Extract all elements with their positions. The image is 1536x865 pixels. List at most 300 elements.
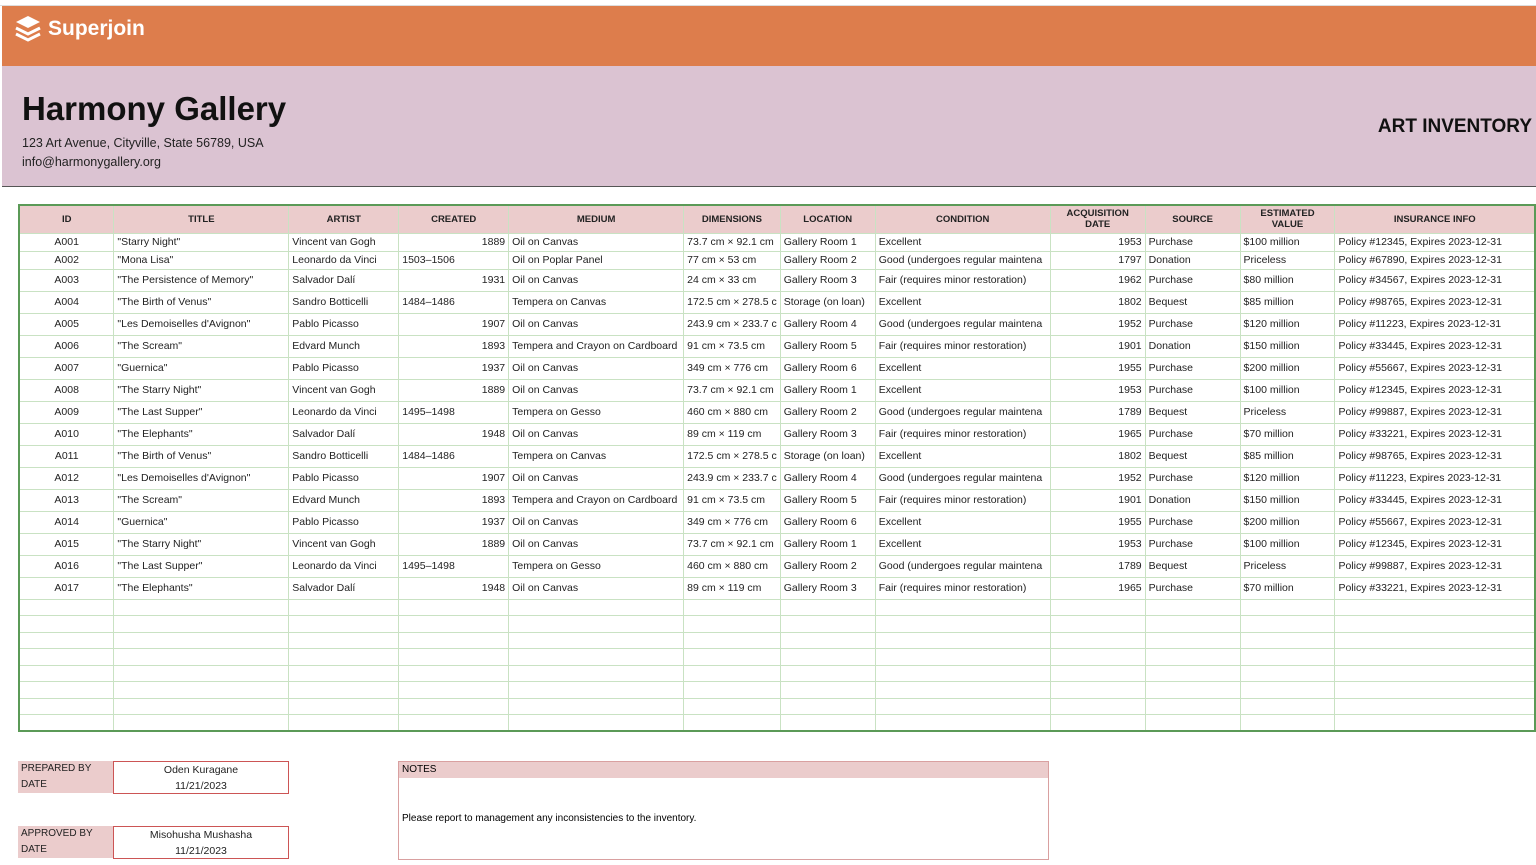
cell-condition[interactable]: Good (undergoes regular maintena: [875, 555, 1050, 577]
empty-cell[interactable]: [19, 715, 114, 732]
empty-cell[interactable]: [399, 682, 509, 699]
cell-acquisition-date[interactable]: 1789: [1050, 401, 1145, 423]
empty-cell[interactable]: [289, 616, 399, 633]
cell-artist[interactable]: Leonardo da Vinci: [289, 401, 399, 423]
cell-condition[interactable]: Excellent: [875, 445, 1050, 467]
cell-title[interactable]: "The Persistence of Memory": [114, 269, 289, 291]
cell-dimensions[interactable]: 349 cm × 776 cm: [684, 511, 781, 533]
cell-artist[interactable]: Pablo Picasso: [289, 357, 399, 379]
cell-location[interactable]: Gallery Room 4: [780, 313, 875, 335]
cell-source[interactable]: Donation: [1145, 489, 1240, 511]
cell-artist[interactable]: Edvard Munch: [289, 335, 399, 357]
cell-source[interactable]: Purchase: [1145, 511, 1240, 533]
cell-title[interactable]: "The Last Supper": [114, 401, 289, 423]
cell-source[interactable]: Bequest: [1145, 291, 1240, 313]
empty-cell[interactable]: [509, 649, 684, 666]
cell-medium[interactable]: Tempera on Gesso: [509, 401, 684, 423]
cell-estimated-value[interactable]: $200 million: [1240, 511, 1335, 533]
cell-dimensions[interactable]: 77 cm × 53 cm: [684, 251, 781, 269]
cell-acquisition-date[interactable]: 1953: [1050, 379, 1145, 401]
cell-location[interactable]: Gallery Room 2: [780, 251, 875, 269]
cell-title[interactable]: "Guernica": [114, 357, 289, 379]
cell-location[interactable]: Gallery Room 5: [780, 489, 875, 511]
cell-created[interactable]: 1495–1498: [399, 555, 509, 577]
empty-cell[interactable]: [1145, 682, 1240, 699]
empty-cell[interactable]: [1050, 649, 1145, 666]
cell-acquisition-date[interactable]: 1965: [1050, 423, 1145, 445]
cell-medium[interactable]: Oil on Poplar Panel: [509, 251, 684, 269]
empty-cell[interactable]: [289, 632, 399, 649]
empty-cell[interactable]: [684, 616, 781, 633]
cell-source[interactable]: Bequest: [1145, 401, 1240, 423]
empty-cell[interactable]: [399, 649, 509, 666]
cell-condition[interactable]: Fair (requires minor restoration): [875, 335, 1050, 357]
cell-dimensions[interactable]: 243.9 cm × 233.7 c: [684, 467, 781, 489]
cell-condition[interactable]: Excellent: [875, 511, 1050, 533]
empty-cell[interactable]: [399, 599, 509, 616]
cell-condition[interactable]: Fair (requires minor restoration): [875, 269, 1050, 291]
empty-cell[interactable]: [19, 599, 114, 616]
cell-insurance-info[interactable]: Policy #98765, Expires 2023-12-31: [1335, 445, 1535, 467]
empty-cell[interactable]: [684, 665, 781, 682]
empty-cell[interactable]: [509, 698, 684, 715]
cell-title[interactable]: "The Elephants": [114, 423, 289, 445]
cell-location[interactable]: Gallery Room 6: [780, 511, 875, 533]
cell-acquisition-date[interactable]: 1797: [1050, 251, 1145, 269]
cell-id[interactable]: A016: [19, 555, 114, 577]
cell-acquisition-date[interactable]: 1953: [1050, 233, 1145, 251]
cell-acquisition-date[interactable]: 1952: [1050, 467, 1145, 489]
column-header[interactable]: DIMENSIONS: [684, 205, 781, 233]
cell-title[interactable]: "Les Demoiselles d'Avignon": [114, 467, 289, 489]
cell-acquisition-date[interactable]: 1802: [1050, 445, 1145, 467]
cell-estimated-value[interactable]: Priceless: [1240, 555, 1335, 577]
empty-cell[interactable]: [19, 632, 114, 649]
cell-artist[interactable]: Vincent van Gogh: [289, 379, 399, 401]
cell-dimensions[interactable]: 460 cm × 880 cm: [684, 555, 781, 577]
cell-insurance-info[interactable]: Policy #98765, Expires 2023-12-31: [1335, 291, 1535, 313]
cell-title[interactable]: "The Starry Night": [114, 379, 289, 401]
cell-medium[interactable]: Oil on Canvas: [509, 313, 684, 335]
empty-cell[interactable]: [1335, 665, 1535, 682]
cell-source[interactable]: Bequest: [1145, 445, 1240, 467]
empty-cell[interactable]: [114, 599, 289, 616]
empty-cell[interactable]: [780, 616, 875, 633]
cell-insurance-info[interactable]: Policy #33221, Expires 2023-12-31: [1335, 423, 1535, 445]
cell-created[interactable]: 1889: [399, 233, 509, 251]
column-header[interactable]: CREATED: [399, 205, 509, 233]
cell-acquisition-date[interactable]: 1952: [1050, 313, 1145, 335]
cell-title[interactable]: "The Scream": [114, 489, 289, 511]
cell-condition[interactable]: Excellent: [875, 291, 1050, 313]
empty-cell[interactable]: [1050, 715, 1145, 732]
cell-created[interactable]: 1503–1506: [399, 251, 509, 269]
cell-dimensions[interactable]: 91 cm × 73.5 cm: [684, 335, 781, 357]
cell-created[interactable]: 1889: [399, 379, 509, 401]
cell-location[interactable]: Gallery Room 3: [780, 577, 875, 599]
cell-id[interactable]: A012: [19, 467, 114, 489]
cell-insurance-info[interactable]: Policy #34567, Expires 2023-12-31: [1335, 269, 1535, 291]
cell-id[interactable]: A008: [19, 379, 114, 401]
cell-insurance-info[interactable]: Policy #99887, Expires 2023-12-31: [1335, 401, 1535, 423]
cell-acquisition-date[interactable]: 1955: [1050, 511, 1145, 533]
cell-artist[interactable]: Salvador Dalí: [289, 423, 399, 445]
cell-id[interactable]: A010: [19, 423, 114, 445]
cell-location[interactable]: Gallery Room 1: [780, 533, 875, 555]
empty-cell[interactable]: [875, 665, 1050, 682]
cell-id[interactable]: A011: [19, 445, 114, 467]
cell-location[interactable]: Gallery Room 5: [780, 335, 875, 357]
cell-estimated-value[interactable]: $70 million: [1240, 423, 1335, 445]
empty-cell[interactable]: [1050, 599, 1145, 616]
cell-title[interactable]: "The Elephants": [114, 577, 289, 599]
cell-medium[interactable]: Oil on Canvas: [509, 233, 684, 251]
cell-dimensions[interactable]: 349 cm × 776 cm: [684, 357, 781, 379]
cell-title[interactable]: "The Birth of Venus": [114, 445, 289, 467]
empty-cell[interactable]: [1240, 682, 1335, 699]
cell-medium[interactable]: Oil on Canvas: [509, 533, 684, 555]
empty-cell[interactable]: [114, 632, 289, 649]
cell-condition[interactable]: Good (undergoes regular maintena: [875, 313, 1050, 335]
empty-cell[interactable]: [19, 649, 114, 666]
empty-cell[interactable]: [1145, 616, 1240, 633]
cell-source[interactable]: Purchase: [1145, 233, 1240, 251]
cell-source[interactable]: Purchase: [1145, 423, 1240, 445]
cell-acquisition-date[interactable]: 1962: [1050, 269, 1145, 291]
cell-insurance-info[interactable]: Policy #33221, Expires 2023-12-31: [1335, 577, 1535, 599]
cell-medium[interactable]: Tempera and Crayon on Cardboard: [509, 335, 684, 357]
empty-cell[interactable]: [1240, 649, 1335, 666]
cell-estimated-value[interactable]: $150 million: [1240, 335, 1335, 357]
empty-cell[interactable]: [399, 698, 509, 715]
cell-medium[interactable]: Oil on Canvas: [509, 511, 684, 533]
cell-id[interactable]: A014: [19, 511, 114, 533]
cell-condition[interactable]: Excellent: [875, 233, 1050, 251]
empty-cell[interactable]: [399, 665, 509, 682]
cell-created[interactable]: 1893: [399, 335, 509, 357]
column-header[interactable]: SOURCE: [1145, 205, 1240, 233]
cell-estimated-value[interactable]: $200 million: [1240, 357, 1335, 379]
cell-created[interactable]: 1948: [399, 423, 509, 445]
cell-medium[interactable]: Oil on Canvas: [509, 269, 684, 291]
cell-medium[interactable]: Oil on Canvas: [509, 423, 684, 445]
cell-condition[interactable]: Good (undergoes regular maintena: [875, 401, 1050, 423]
cell-source[interactable]: Purchase: [1145, 379, 1240, 401]
cell-id[interactable]: A003: [19, 269, 114, 291]
column-header[interactable]: LOCATION: [780, 205, 875, 233]
cell-estimated-value[interactable]: $85 million: [1240, 445, 1335, 467]
empty-cell[interactable]: [114, 649, 289, 666]
cell-acquisition-date[interactable]: 1955: [1050, 357, 1145, 379]
cell-location[interactable]: Gallery Room 4: [780, 467, 875, 489]
cell-estimated-value[interactable]: Priceless: [1240, 251, 1335, 269]
empty-cell[interactable]: [1145, 599, 1240, 616]
cell-estimated-value[interactable]: $100 million: [1240, 379, 1335, 401]
cell-id[interactable]: A004: [19, 291, 114, 313]
cell-source[interactable]: Purchase: [1145, 269, 1240, 291]
cell-condition[interactable]: Fair (requires minor restoration): [875, 489, 1050, 511]
cell-created[interactable]: 1893: [399, 489, 509, 511]
cell-location[interactable]: Gallery Room 1: [780, 233, 875, 251]
empty-cell[interactable]: [780, 682, 875, 699]
cell-artist[interactable]: Sandro Botticelli: [289, 445, 399, 467]
cell-created[interactable]: 1948: [399, 577, 509, 599]
cell-artist[interactable]: Sandro Botticelli: [289, 291, 399, 313]
cell-artist[interactable]: Pablo Picasso: [289, 313, 399, 335]
cell-medium[interactable]: Oil on Canvas: [509, 357, 684, 379]
cell-medium[interactable]: Tempera on Canvas: [509, 445, 684, 467]
cell-estimated-value[interactable]: $80 million: [1240, 269, 1335, 291]
empty-cell[interactable]: [289, 665, 399, 682]
cell-id[interactable]: A017: [19, 577, 114, 599]
empty-cell[interactable]: [509, 616, 684, 633]
column-header[interactable]: INSURANCE INFO: [1335, 205, 1535, 233]
empty-cell[interactable]: [1050, 616, 1145, 633]
empty-cell[interactable]: [1240, 632, 1335, 649]
empty-cell[interactable]: [19, 698, 114, 715]
cell-artist[interactable]: Edvard Munch: [289, 489, 399, 511]
cell-estimated-value[interactable]: $100 million: [1240, 233, 1335, 251]
cell-medium[interactable]: Oil on Canvas: [509, 467, 684, 489]
empty-cell[interactable]: [114, 698, 289, 715]
cell-condition[interactable]: Fair (requires minor restoration): [875, 423, 1050, 445]
cell-id[interactable]: A015: [19, 533, 114, 555]
cell-dimensions[interactable]: 91 cm × 73.5 cm: [684, 489, 781, 511]
empty-cell[interactable]: [875, 599, 1050, 616]
cell-acquisition-date[interactable]: 1953: [1050, 533, 1145, 555]
cell-artist[interactable]: Leonardo da Vinci: [289, 555, 399, 577]
empty-cell[interactable]: [509, 599, 684, 616]
cell-title[interactable]: "Mona Lisa": [114, 251, 289, 269]
empty-cell[interactable]: [684, 632, 781, 649]
empty-cell[interactable]: [509, 715, 684, 732]
column-header[interactable]: ESTIMATED VALUE: [1240, 205, 1335, 233]
cell-id[interactable]: A005: [19, 313, 114, 335]
empty-cell[interactable]: [399, 616, 509, 633]
empty-cell[interactable]: [875, 698, 1050, 715]
empty-cell[interactable]: [875, 649, 1050, 666]
prepared-by-cell[interactable]: [113, 761, 289, 794]
empty-cell[interactable]: [684, 682, 781, 699]
empty-cell[interactable]: [780, 649, 875, 666]
column-header[interactable]: MEDIUM: [509, 205, 684, 233]
cell-condition[interactable]: Good (undergoes regular maintena: [875, 251, 1050, 269]
cell-created[interactable]: 1495–1498: [399, 401, 509, 423]
empty-cell[interactable]: [114, 682, 289, 699]
cell-insurance-info[interactable]: Policy #11223, Expires 2023-12-31: [1335, 313, 1535, 335]
cell-artist[interactable]: Pablo Picasso: [289, 467, 399, 489]
cell-created[interactable]: 1889: [399, 533, 509, 555]
cell-estimated-value[interactable]: $85 million: [1240, 291, 1335, 313]
empty-cell[interactable]: [1335, 649, 1535, 666]
empty-cell[interactable]: [289, 715, 399, 732]
column-header[interactable]: ID: [19, 205, 114, 233]
cell-insurance-info[interactable]: Policy #99887, Expires 2023-12-31: [1335, 555, 1535, 577]
empty-cell[interactable]: [19, 616, 114, 633]
cell-condition[interactable]: Excellent: [875, 379, 1050, 401]
cell-acquisition-date[interactable]: 1965: [1050, 577, 1145, 599]
empty-cell[interactable]: [1145, 715, 1240, 732]
column-header[interactable]: TITLE: [114, 205, 289, 233]
cell-estimated-value[interactable]: $150 million: [1240, 489, 1335, 511]
cell-source[interactable]: Purchase: [1145, 533, 1240, 555]
empty-cell[interactable]: [1050, 682, 1145, 699]
empty-cell[interactable]: [509, 665, 684, 682]
cell-medium[interactable]: Tempera on Canvas: [509, 291, 684, 313]
empty-cell[interactable]: [1145, 665, 1240, 682]
cell-artist[interactable]: Pablo Picasso: [289, 511, 399, 533]
empty-cell[interactable]: [684, 599, 781, 616]
empty-cell[interactable]: [289, 649, 399, 666]
cell-dimensions[interactable]: 460 cm × 880 cm: [684, 401, 781, 423]
cell-dimensions[interactable]: 24 cm × 33 cm: [684, 269, 781, 291]
cell-artist[interactable]: Salvador Dalí: [289, 269, 399, 291]
empty-cell[interactable]: [1145, 649, 1240, 666]
cell-insurance-info[interactable]: Policy #12345, Expires 2023-12-31: [1335, 233, 1535, 251]
empty-cell[interactable]: [780, 715, 875, 732]
empty-cell[interactable]: [1240, 715, 1335, 732]
cell-dimensions[interactable]: 89 cm × 119 cm: [684, 577, 781, 599]
cell-location[interactable]: Storage (on loan): [780, 445, 875, 467]
cell-dimensions[interactable]: 73.7 cm × 92.1 cm: [684, 533, 781, 555]
empty-cell[interactable]: [289, 599, 399, 616]
cell-insurance-info[interactable]: Policy #55667, Expires 2023-12-31: [1335, 357, 1535, 379]
cell-created[interactable]: 1484–1486: [399, 291, 509, 313]
empty-cell[interactable]: [114, 665, 289, 682]
empty-cell[interactable]: [780, 665, 875, 682]
cell-acquisition-date[interactable]: 1901: [1050, 335, 1145, 357]
cell-title[interactable]: "Les Demoiselles d'Avignon": [114, 313, 289, 335]
empty-cell[interactable]: [1335, 632, 1535, 649]
cell-created[interactable]: 1937: [399, 511, 509, 533]
cell-estimated-value[interactable]: $70 million: [1240, 577, 1335, 599]
column-header[interactable]: CONDITION: [875, 205, 1050, 233]
notes-box[interactable]: [398, 761, 1049, 860]
cell-title[interactable]: "The Scream": [114, 335, 289, 357]
cell-condition[interactable]: Excellent: [875, 357, 1050, 379]
empty-cell[interactable]: [114, 715, 289, 732]
cell-artist[interactable]: Vincent van Gogh: [289, 233, 399, 251]
empty-cell[interactable]: [780, 698, 875, 715]
cell-location[interactable]: Gallery Room 3: [780, 423, 875, 445]
cell-estimated-value[interactable]: Priceless: [1240, 401, 1335, 423]
cell-source[interactable]: Purchase: [1145, 467, 1240, 489]
column-header[interactable]: ARTIST: [289, 205, 399, 233]
cell-location[interactable]: Gallery Room 2: [780, 401, 875, 423]
cell-insurance-info[interactable]: Policy #55667, Expires 2023-12-31: [1335, 511, 1535, 533]
cell-artist[interactable]: Salvador Dalí: [289, 577, 399, 599]
cell-created[interactable]: 1937: [399, 357, 509, 379]
cell-insurance-info[interactable]: Policy #33445, Expires 2023-12-31: [1335, 489, 1535, 511]
cell-location[interactable]: Gallery Room 1: [780, 379, 875, 401]
cell-id[interactable]: A001: [19, 233, 114, 251]
empty-cell[interactable]: [875, 632, 1050, 649]
empty-cell[interactable]: [1335, 715, 1535, 732]
empty-cell[interactable]: [1240, 616, 1335, 633]
empty-cell[interactable]: [780, 599, 875, 616]
cell-dimensions[interactable]: 172.5 cm × 278.5 c: [684, 291, 781, 313]
cell-source[interactable]: Bequest: [1145, 555, 1240, 577]
cell-artist[interactable]: Vincent van Gogh: [289, 533, 399, 555]
cell-estimated-value[interactable]: $120 million: [1240, 313, 1335, 335]
cell-dimensions[interactable]: 73.7 cm × 92.1 cm: [684, 379, 781, 401]
empty-cell[interactable]: [684, 698, 781, 715]
cell-acquisition-date[interactable]: 1789: [1050, 555, 1145, 577]
cell-location[interactable]: Gallery Room 2: [780, 555, 875, 577]
cell-artist[interactable]: Leonardo da Vinci: [289, 251, 399, 269]
empty-cell[interactable]: [1335, 698, 1535, 715]
cell-title[interactable]: "Guernica": [114, 511, 289, 533]
cell-id[interactable]: A013: [19, 489, 114, 511]
cell-condition[interactable]: Fair (requires minor restoration): [875, 577, 1050, 599]
empty-cell[interactable]: [1335, 616, 1535, 633]
cell-acquisition-date[interactable]: 1802: [1050, 291, 1145, 313]
cell-location[interactable]: Storage (on loan): [780, 291, 875, 313]
cell-id[interactable]: A006: [19, 335, 114, 357]
empty-cell[interactable]: [509, 682, 684, 699]
cell-estimated-value[interactable]: $120 million: [1240, 467, 1335, 489]
cell-source[interactable]: Purchase: [1145, 577, 1240, 599]
empty-cell[interactable]: [1050, 698, 1145, 715]
empty-cell[interactable]: [1240, 665, 1335, 682]
empty-cell[interactable]: [875, 616, 1050, 633]
cell-title[interactable]: "The Last Supper": [114, 555, 289, 577]
cell-estimated-value[interactable]: $100 million: [1240, 533, 1335, 555]
cell-source[interactable]: Donation: [1145, 251, 1240, 269]
empty-cell[interactable]: [1335, 599, 1535, 616]
cell-insurance-info[interactable]: Policy #11223, Expires 2023-12-31: [1335, 467, 1535, 489]
empty-cell[interactable]: [289, 682, 399, 699]
cell-title[interactable]: "The Birth of Venus": [114, 291, 289, 313]
cell-title[interactable]: "Starry Night": [114, 233, 289, 251]
cell-insurance-info[interactable]: Policy #12345, Expires 2023-12-31: [1335, 533, 1535, 555]
cell-source[interactable]: Purchase: [1145, 313, 1240, 335]
empty-cell[interactable]: [509, 632, 684, 649]
cell-medium[interactable]: Oil on Canvas: [509, 577, 684, 599]
cell-created[interactable]: 1484–1486: [399, 445, 509, 467]
empty-cell[interactable]: [684, 649, 781, 666]
empty-cell[interactable]: [1240, 599, 1335, 616]
empty-cell[interactable]: [1335, 682, 1535, 699]
empty-cell[interactable]: [780, 632, 875, 649]
cell-location[interactable]: Gallery Room 6: [780, 357, 875, 379]
cell-id[interactable]: A007: [19, 357, 114, 379]
cell-insurance-info[interactable]: Policy #12345, Expires 2023-12-31: [1335, 379, 1535, 401]
cell-dimensions[interactable]: 172.5 cm × 278.5 c: [684, 445, 781, 467]
cell-created[interactable]: 1931: [399, 269, 509, 291]
empty-cell[interactable]: [114, 616, 289, 633]
empty-cell[interactable]: [1050, 632, 1145, 649]
cell-medium[interactable]: Tempera and Crayon on Cardboard: [509, 489, 684, 511]
empty-cell[interactable]: [19, 682, 114, 699]
empty-cell[interactable]: [1145, 698, 1240, 715]
empty-cell[interactable]: [399, 632, 509, 649]
cell-id[interactable]: A009: [19, 401, 114, 423]
cell-acquisition-date[interactable]: 1901: [1050, 489, 1145, 511]
empty-cell[interactable]: [1050, 665, 1145, 682]
cell-source[interactable]: Donation: [1145, 335, 1240, 357]
approved-by-cell[interactable]: [113, 826, 289, 859]
cell-insurance-info[interactable]: Policy #33445, Expires 2023-12-31: [1335, 335, 1535, 357]
cell-source[interactable]: Purchase: [1145, 357, 1240, 379]
empty-cell[interactable]: [875, 715, 1050, 732]
column-header[interactable]: ACQUISITION DATE: [1050, 205, 1145, 233]
cell-location[interactable]: Gallery Room 3: [780, 269, 875, 291]
cell-created[interactable]: 1907: [399, 467, 509, 489]
empty-cell[interactable]: [289, 698, 399, 715]
cell-medium[interactable]: Tempera on Gesso: [509, 555, 684, 577]
cell-condition[interactable]: Excellent: [875, 533, 1050, 555]
